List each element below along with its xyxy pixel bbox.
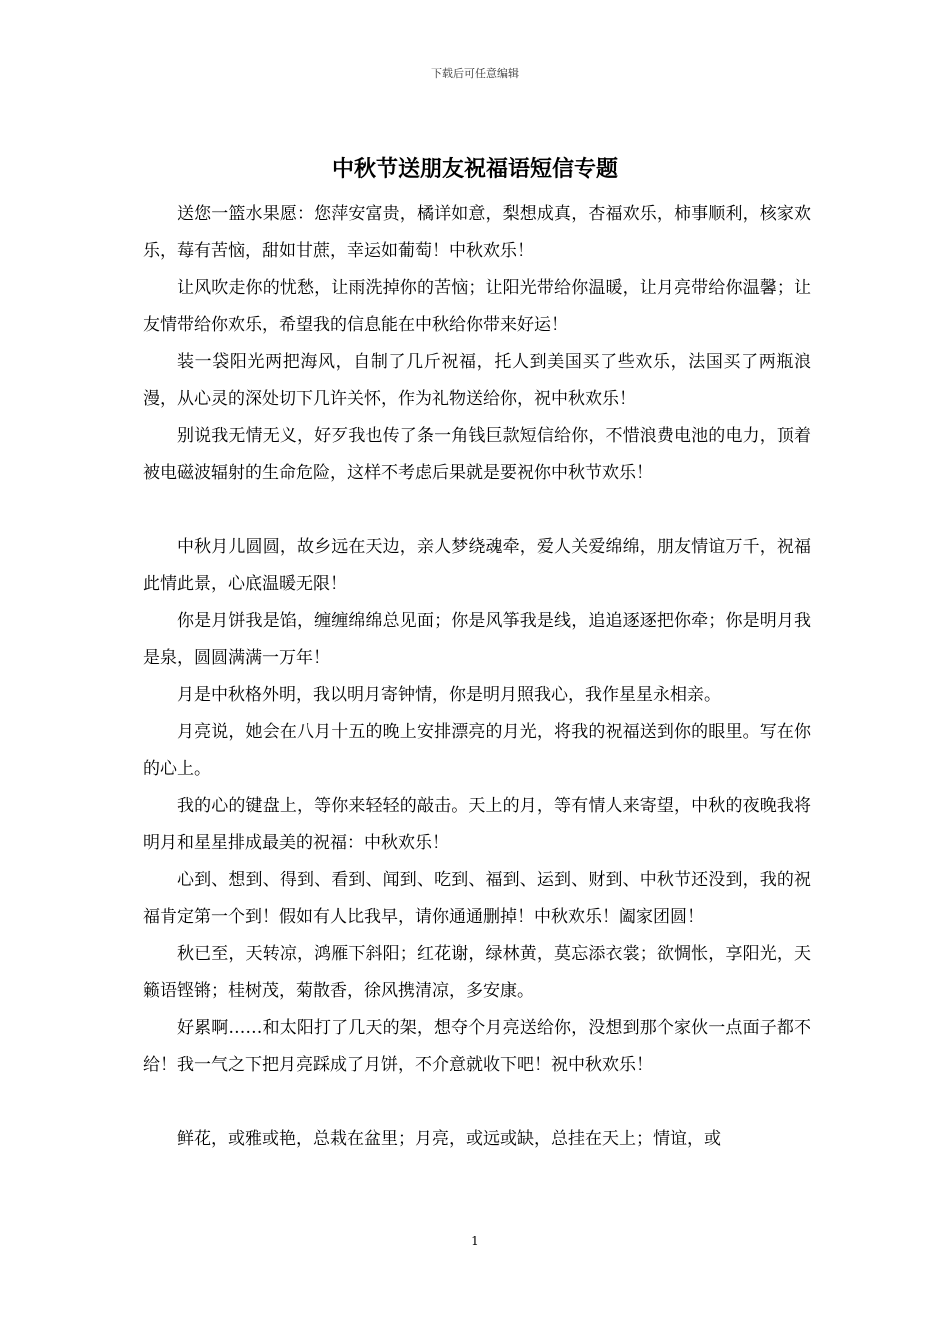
document-title: 中秋节送朋友祝福语短信专题 <box>331 156 618 182</box>
paragraph: 月亮说，她会在八月十五的晚上安排漂亮的月光，将我的祝福送到你的眼里。写在你的心上。 <box>143 722 811 779</box>
paragraph: 你是月饼我是馅，缠缠绵绵总见面；你是风筝我是线，追追逐逐把你牵；你是明月我是泉，圆圆满满一万年！ <box>143 611 811 668</box>
page-number: 1 <box>471 1234 479 1248</box>
paragraph: 心到、想到、得到、看到、闻到、吃到、福到、运到、财到、中秋节还没到，我的祝福肯定第一个到！假如有人比我早，请你通通删掉！中秋欢乐！阖家团圆！ <box>143 870 811 927</box>
paragraph: 鲜花，或雅或艳，总栽在盆里；月亮，或远或缺，总挂在天上；情谊，或 <box>177 1129 721 1149</box>
paragraph: 让风吹走你的忧愁，让雨洗掉你的苦恼；让阳光带给你温暖，让月亮带给你温馨；让友情带给你欢乐，希望我的信息能在中秋给你带来好运！ <box>143 278 811 335</box>
paragraph: 装一袋阳光两把海风，自制了几斤祝福，托人到美国买了些欢乐，法国买了两瓶浪漫，从心灵的深处切下几许关怀，作为礼物送给你，祝中秋欢乐！ <box>143 352 811 409</box>
paragraph: 月是中秋格外明，我以明月寄钟情，你是明月照我心，我作星星永相亲。 <box>177 685 721 705</box>
paragraph: 秋已至，天转凉，鸿雁下斜阳；红花谢，绿林黄，莫忘添衣裳；欲惆怅，享阳光，天籁语铿锵；桂树茂，菊散香，徐风携清凉，多安康。 <box>143 944 811 1001</box>
header-note: 下载后可任意编辑 <box>431 67 519 80</box>
document-body <box>143 196 811 1158</box>
paragraph: 别说我无情无义，好歹我也传了条一角钱巨款短信给你，不惜浪费电池的电力，顶着被电磁波辐射的生命危险，这样不考虑后果就是要祝你中秋节欢乐！ <box>143 426 811 483</box>
paragraph-gap <box>143 492 811 529</box>
paragraph: 我的心的键盘上，等你来轻轻的敲击。天上的月，等有情人来寄望，中秋的夜晚我将明月和星星排成最美的祝福：中秋欢乐！ <box>143 796 811 853</box>
paragraph: 好累啊……和太阳打了几天的架，想夺个月亮送给你，没想到那个家伙一点面子都不给！我一气之下把月亮踩成了月饼，不介意就收下吧！祝中秋欢乐！ <box>143 1018 811 1075</box>
paragraph: 送您一篮水果愿：您萍安富贵，橘详如意，梨想成真，杏福欢乐，柿事顺利，核家欢乐，莓有苦恼，甜如甘蔗，幸运如葡萄！中秋欢乐！ <box>143 204 811 261</box>
paragraph: 中秋月儿圆圆，故乡远在天边，亲人梦绕魂牵，爱人关爱绵绵，朋友情谊万千，祝福此情此景，心底温暖无限！ <box>143 537 811 594</box>
paragraph-gap <box>143 1084 811 1121</box>
